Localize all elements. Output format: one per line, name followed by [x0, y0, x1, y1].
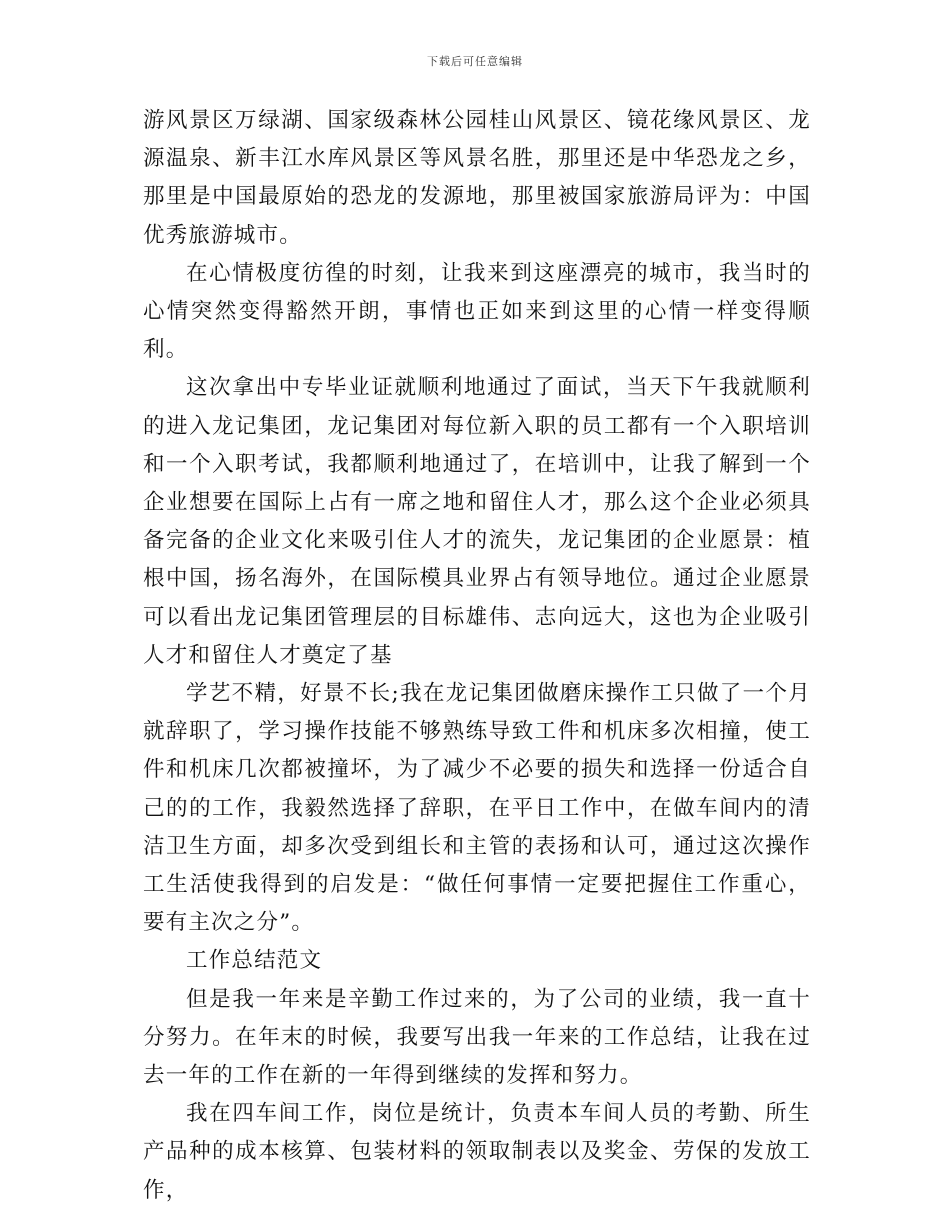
paragraph-4: 学艺不精，好景不长;我在龙记集团做磨床操作工只做了一个月就辞职了，学习操作技能不够熟练导致工件和机床多次相撞，使工件和机床几次都被撞坏，为了减少不必要的损失和选择一份适合自己的的工作，我毅然选择了辞职，在平日工作中，在做车间内的清洁卫生方面，却多次受到组长和主管的表扬和认可，通过这次操作工生活使我得到的启发是：“做任何事情一定要把握住工作重心，要有主次之分”。 [143, 681, 811, 936]
paragraph-2: 在心情极度彷徨的时刻，让我来到这座漂亮的城市，我当时的心情突然变得豁然开朗，事情也正如来到这里的心情一样变得顺利。 [143, 260, 811, 363]
paragraph-5: 但是我一年来是辛勤工作过来的，为了公司的业绩，我一直十分努力。在年末的时候，我要写出我一年来的工作总结，让我在过去一年的工作在新的一年得到继续的发挥和努力。 [143, 986, 811, 1089]
section-heading: 工作总结范文 [186, 948, 323, 974]
paragraph-6: 我在四车间工作，岗位是统计，负责本车间人员的考勤、所生产品种的成本核算、包装材料的领取制表以及奖金、劳保的发放工作， [143, 1101, 811, 1203]
document-body [143, 102, 811, 1210]
paragraph-3: 这次拿出中专毕业证就顺利地通过了面试，当天下午我就顺利的进入龙记集团，龙记集团对每位新入职的员工都有一个入职培训和一个入职考试，我都顺利地通过了，在培训中，让我了解到一个企业想要在国际上占有一席之地和留住人才，那么这个企业必须具备完备的企业文化来吸引住人才的流失，龙记集团的企业愿景：植根中国，扬名海外，在国际模具业界占有领导地位。通过企业愿景可以看出龙记集团管理层的目标雄伟、志向远大，这也为企业吸引人才和留住人才奠定了基 [143, 375, 811, 668]
paragraph-1: 游风景区万绿湖、国家级森林公园桂山风景区、镜花缘风景区、龙源温泉、新丰江水库风景区等风景名胜，那里还是中华恐龙之乡，那里是中国最原始的恐龙的发源地，那里被国家旅游局评为：中国优秀旅游城市。 [143, 108, 811, 248]
page-header: 下载后可任意编辑 [427, 55, 523, 68]
